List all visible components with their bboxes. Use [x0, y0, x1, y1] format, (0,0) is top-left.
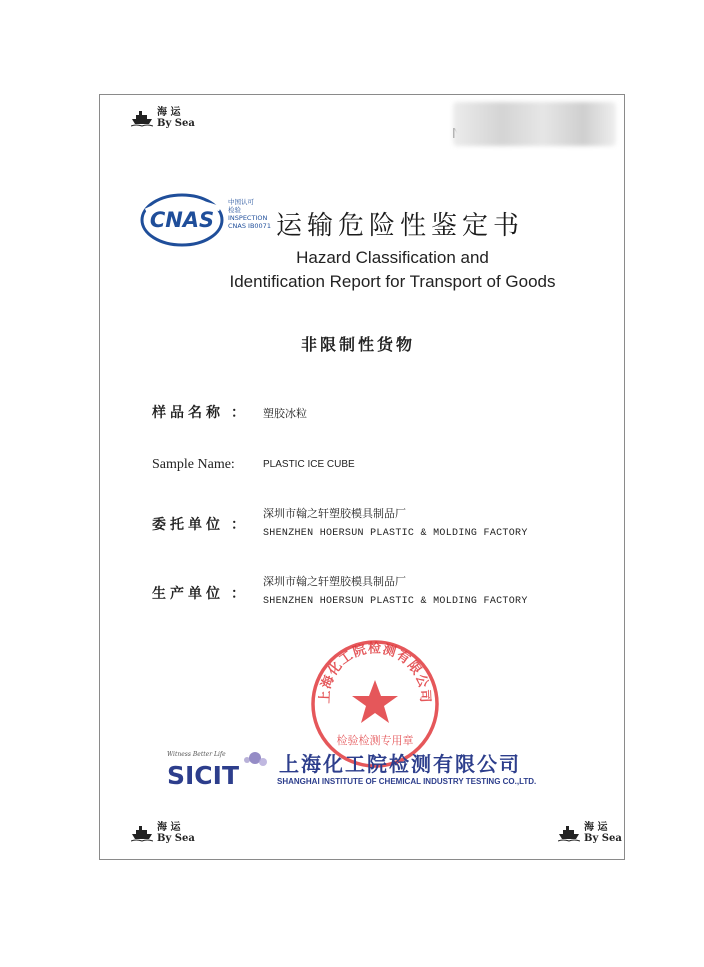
title-en	[200, 246, 585, 294]
colon: ：	[231, 405, 249, 421]
ship-icon	[131, 824, 153, 842]
subtitle-non-restricted: 非限制性货物	[301, 335, 416, 354]
sicit-name-cn: 上海化工院检测有限公司	[279, 752, 521, 776]
by-sea-cn: 海 运	[584, 822, 608, 833]
producer-en: SHENZHEN HOERSUN PLASTIC & MOLDING FACTORY	[263, 596, 528, 607]
sample-name-cn-value: 塑胶冰粒	[263, 407, 307, 420]
sicit-tagline: Witness Better Life	[167, 751, 226, 758]
sicit-logo-text: SICIT	[167, 761, 240, 790]
sicit-logo	[167, 748, 277, 790]
client-cn: 深圳市翰之轩塑胶模具制品厂	[263, 507, 406, 520]
producer-label: 生产单位	[152, 586, 224, 602]
redacted-number-blur	[453, 102, 616, 146]
colon: ：	[231, 517, 249, 533]
title-en-line2: Identification Report for Transport of Goods	[229, 272, 556, 291]
by-sea-badge-bottom-left	[131, 822, 195, 844]
by-sea-badge-bottom-right	[558, 822, 622, 844]
cnas-sub-line: CNAS IB0071	[228, 222, 271, 230]
sicit-name-en: SHANGHAI INSTITUTE OF CHEMICAL INDUSTRY TESTING CO.,LTD.	[277, 777, 537, 786]
by-sea-cn: 海 运	[157, 107, 181, 118]
ship-icon	[131, 109, 153, 127]
ship-icon	[558, 824, 580, 842]
by-sea-en: By Sea	[157, 118, 195, 129]
client-en: SHENZHEN HOERSUN PLASTIC & MOLDING FACTORY	[263, 528, 528, 539]
seal-bottom-text: 检验检测专用章	[336, 734, 414, 747]
by-sea-badge-top	[131, 107, 195, 129]
seal-star-icon	[352, 680, 398, 723]
colon: ：	[231, 586, 249, 602]
sample-name-en-label: Sample Name:	[152, 457, 235, 472]
cnas-logo-text: CNAS	[149, 208, 215, 232]
client-label: 委托单位	[152, 517, 224, 533]
title-cn: 运输危险性鉴定书	[276, 211, 525, 241]
cnas-logo	[140, 193, 228, 247]
cnas-sub-line: 检验	[228, 206, 241, 214]
sample-name-cn-label: 样品名称	[152, 405, 224, 421]
sample-name-en-value: PLASTIC ICE CUBE	[263, 459, 355, 470]
seal-ring-text: 上海化工院检测有限公司	[317, 641, 433, 704]
producer-cn: 深圳市翰之轩塑胶模具制品厂	[263, 575, 406, 588]
by-sea-en: By Sea	[157, 833, 195, 844]
by-sea-en: By Sea	[584, 833, 622, 844]
title-en-line1: Hazard Classification and	[296, 248, 489, 267]
cnas-sub-text	[228, 198, 271, 230]
by-sea-cn: 海 运	[157, 822, 181, 833]
cnas-sub-line: INSPECTION	[228, 214, 268, 222]
cnas-sub-line: 中国认可	[228, 198, 254, 206]
